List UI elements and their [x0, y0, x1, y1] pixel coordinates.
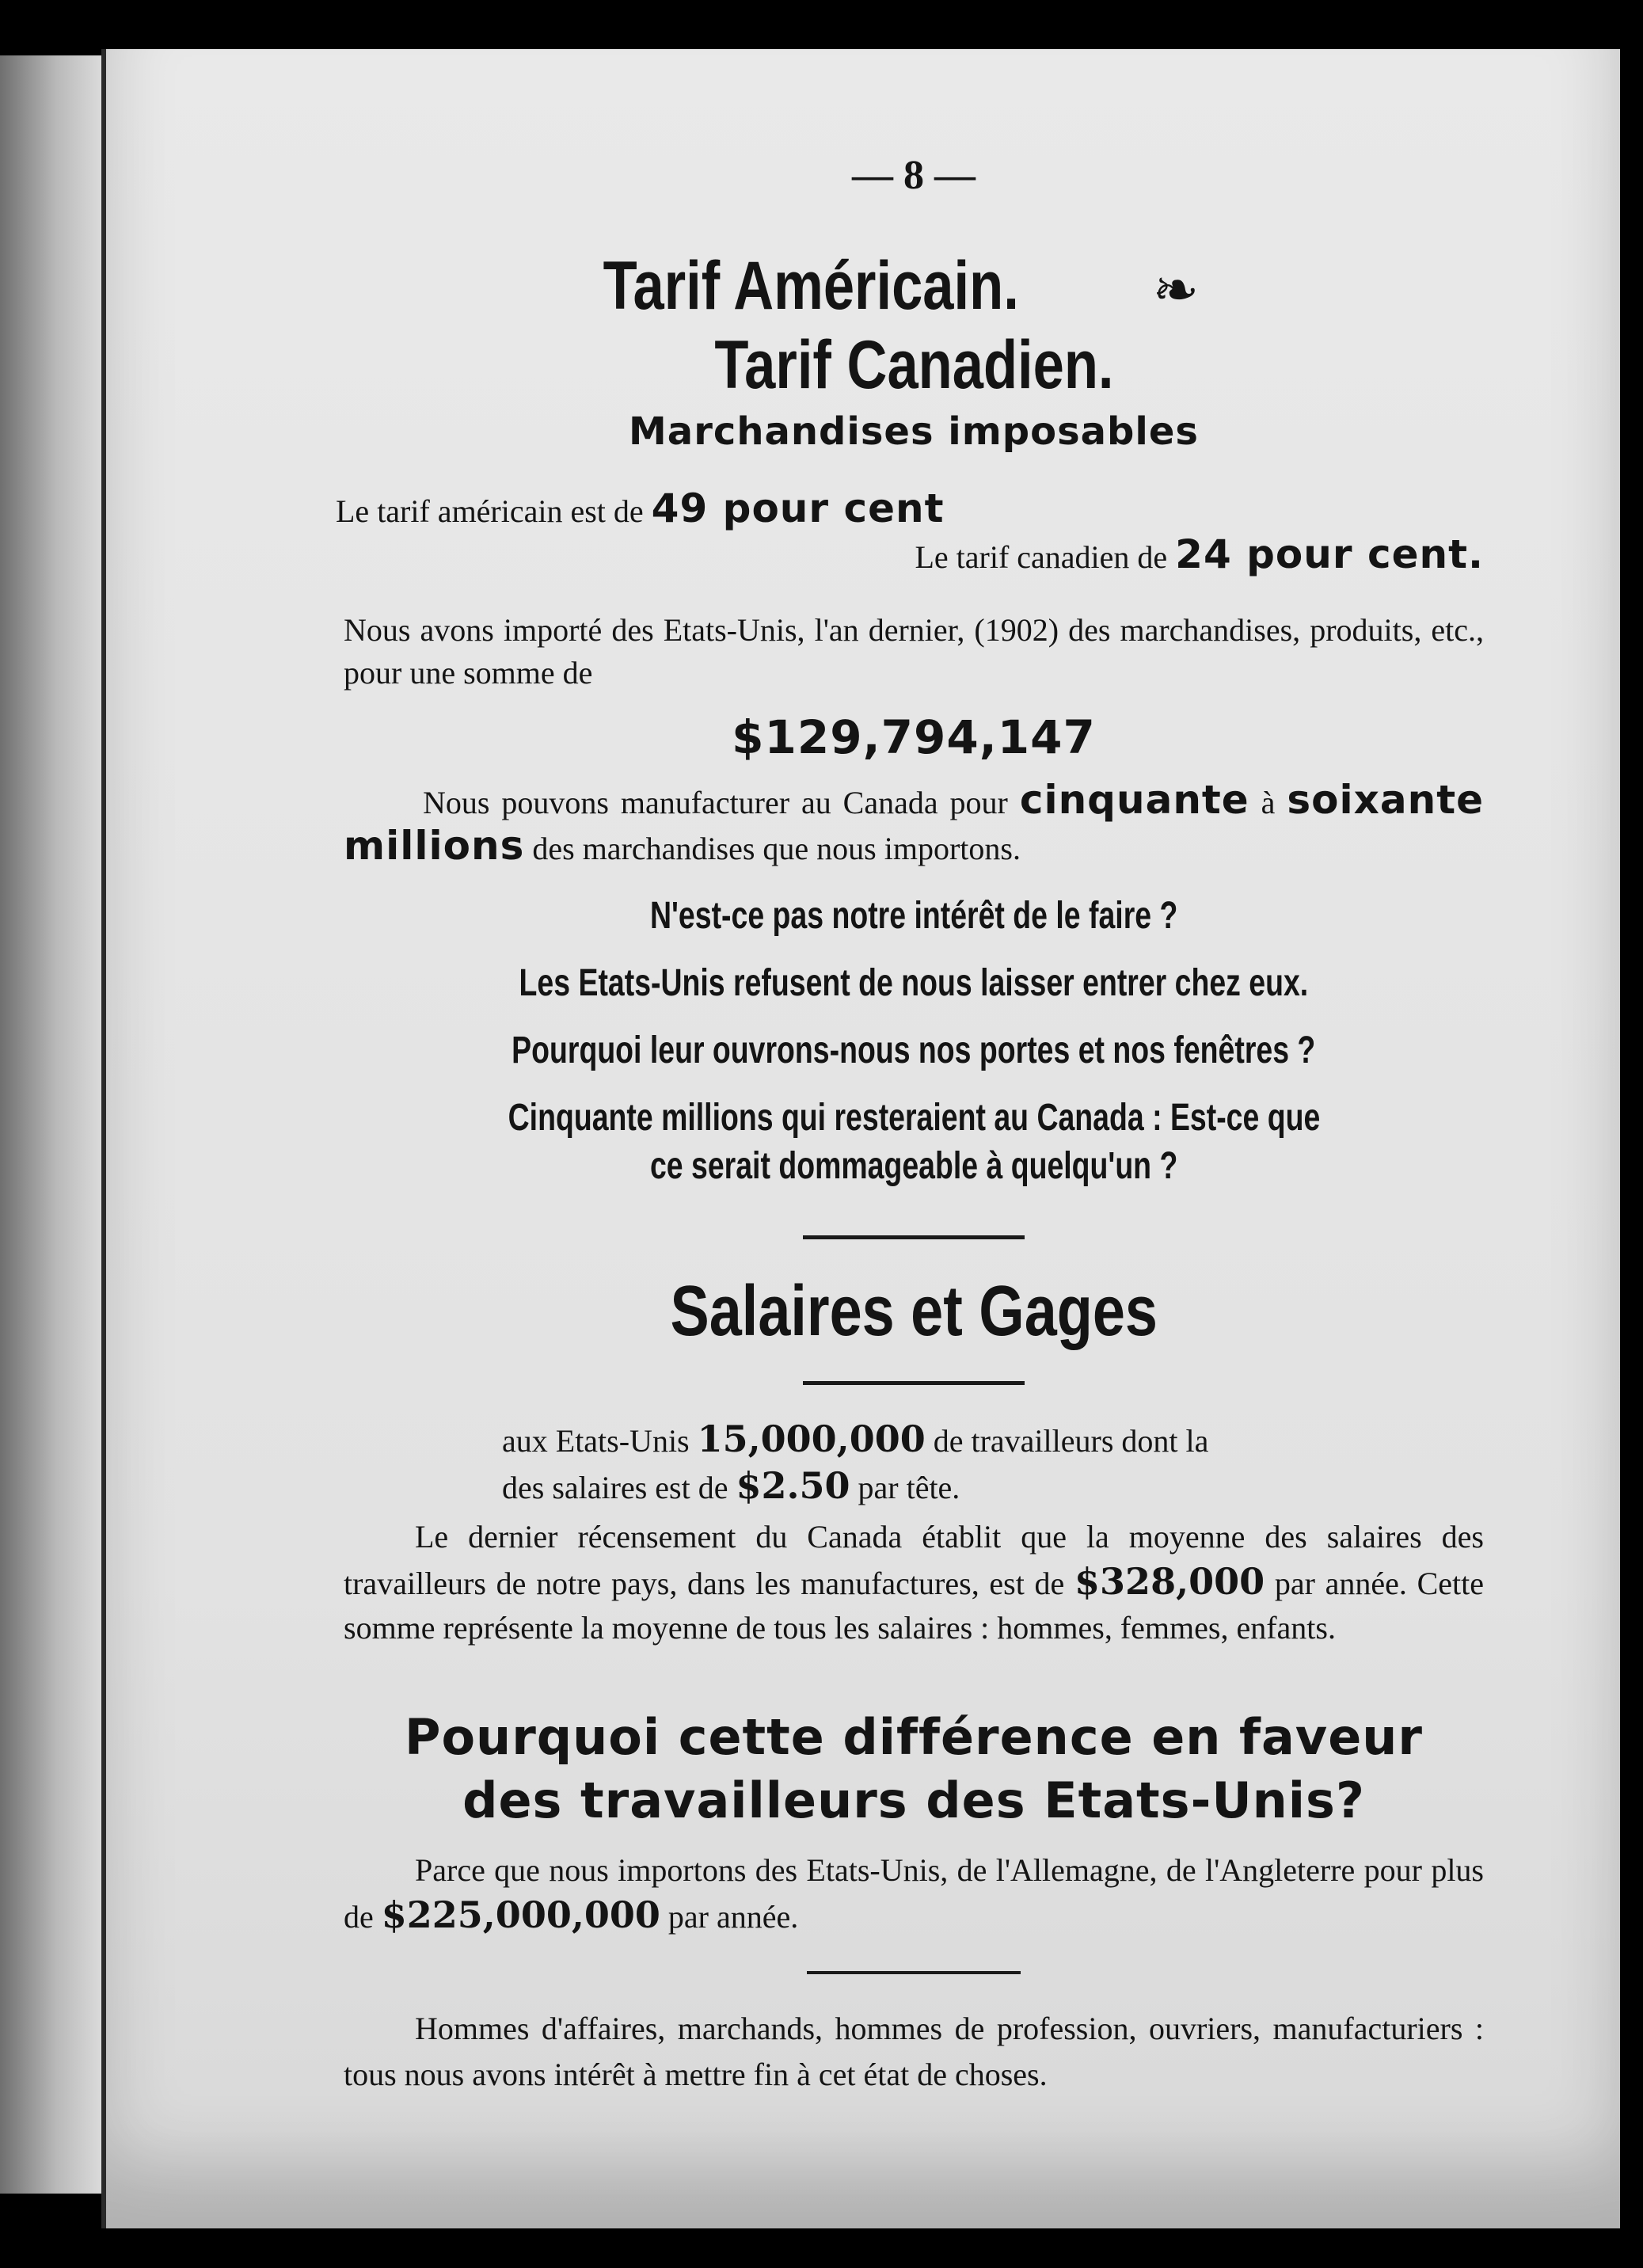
parce-amount: $225,000,000	[381, 1893, 660, 1936]
title-canadian-tariff: Tarif Canadien.	[713, 327, 1114, 403]
pourquoi-heading	[344, 1706, 1484, 1832]
wages-paragraph-2	[344, 1463, 1484, 1510]
question-1	[344, 894, 1484, 938]
subtitle: Marchandises imposables	[629, 409, 1199, 454]
section-title	[344, 1271, 1484, 1353]
manufacture-text-e: des marchandises que nous importons.	[532, 831, 1021, 866]
manufacture-text-c: à	[1261, 785, 1276, 820]
wages-text-a: aux Etats-Unis	[502, 1423, 690, 1459]
wages-rate: $2.50	[736, 1464, 850, 1507]
question-3-text: Pourquoi leur ouvrons-nous nos portes et nos fenêtres ?	[512, 1029, 1316, 1071]
question-2	[344, 961, 1484, 1005]
question-4-line-1: Cinquante millions qui resteraient au Canada : Est-ce que	[508, 1097, 1320, 1139]
section-title-text: Salaires et Gages	[670, 1272, 1158, 1351]
import-paragraph: Nous avons importé des Etats-Unis, l'an dernier, (1902) des marchandises, produits, etc., pour une somme de	[344, 612, 1484, 691]
us-tariff-line	[336, 485, 1484, 531]
wages-text-c: des salaires est de	[502, 1470, 728, 1505]
wages-text-b: de travailleurs dont la	[933, 1423, 1209, 1459]
manufacture-text-d: soixante millions	[344, 777, 1485, 869]
manufacture-text-a: Nous pouvons manufacturer au Canada pour	[423, 785, 1008, 820]
question-4-cont	[344, 1144, 1484, 1188]
pourquoi-line-1: Pourquoi cette différence en faveur	[405, 1708, 1423, 1766]
parce-text-a: Parce que nous importons des Etats-Unis, de l'Allemagne, de l'Angleterre pour plus de	[344, 1852, 1484, 1935]
census-paragraph	[344, 1515, 1484, 1650]
question-1-text: N'est-ce pas notre intérêt de le faire ?	[649, 895, 1178, 937]
fleuron-ornament-icon: ❧	[1152, 261, 1200, 322]
question-4-line-2: ce serait dommageable à quelqu'un ?	[649, 1145, 1178, 1187]
wages-count: 15,000,000	[697, 1418, 926, 1460]
divider-rule	[803, 1381, 1025, 1385]
ca-tariff-text: Le tarif canadien de	[915, 539, 1168, 575]
us-tariff-value: 49 pour cent	[651, 485, 945, 531]
wages-text-d: par tête.	[858, 1470, 960, 1505]
previous-page-edge	[0, 55, 103, 2194]
manufacture-text-b: cinquante	[1019, 777, 1249, 823]
manufacture-paragraph	[344, 778, 1484, 870]
title-line	[344, 246, 1484, 405]
divider-rule	[803, 1235, 1025, 1239]
import-amount: $129,794,147	[732, 710, 1096, 764]
ca-tariff-value: 24 pour cent.	[1175, 531, 1484, 577]
us-tariff-text: Le tarif américain est de	[336, 493, 644, 529]
closing-paragraph: Hommes d'affaires, marchands, hommes de profession, ouvriers, manufacturiers : tous nous avons intérêt à mettre fin à cet état de choses.	[344, 2011, 1484, 2092]
wages-paragraph	[344, 1417, 1484, 1463]
divider-rule	[807, 1971, 1021, 1974]
question-2-text: Les Etats-Unis refusent de nous laisser entrer chez eux.	[519, 962, 1309, 1004]
page-content	[336, 152, 1485, 2098]
census-text-b: par année. Cette somme représente la moyenne de tous les salaires : hommes, femmes, enfants.	[344, 1566, 1485, 1646]
document-page	[101, 49, 1620, 2228]
title-american-tariff: Tarif Américain.	[603, 248, 1019, 324]
question-4	[344, 1096, 1484, 1140]
ca-tariff-line	[344, 531, 1484, 577]
census-amount: $328,000	[1074, 1560, 1265, 1603]
question-3	[344, 1029, 1484, 1072]
census-text-a: Le dernier récensement du Canada établit que la moyenne des salaires des travailleurs de notre pays, dans les manufactures, est de	[344, 1519, 1484, 1601]
pourquoi-line-2: des travailleurs des Etats-Unis?	[462, 1771, 1365, 1829]
page-number: — 8 —	[852, 153, 976, 198]
parce-paragraph	[344, 1848, 1484, 1939]
parce-text-b: par année.	[667, 1899, 799, 1935]
